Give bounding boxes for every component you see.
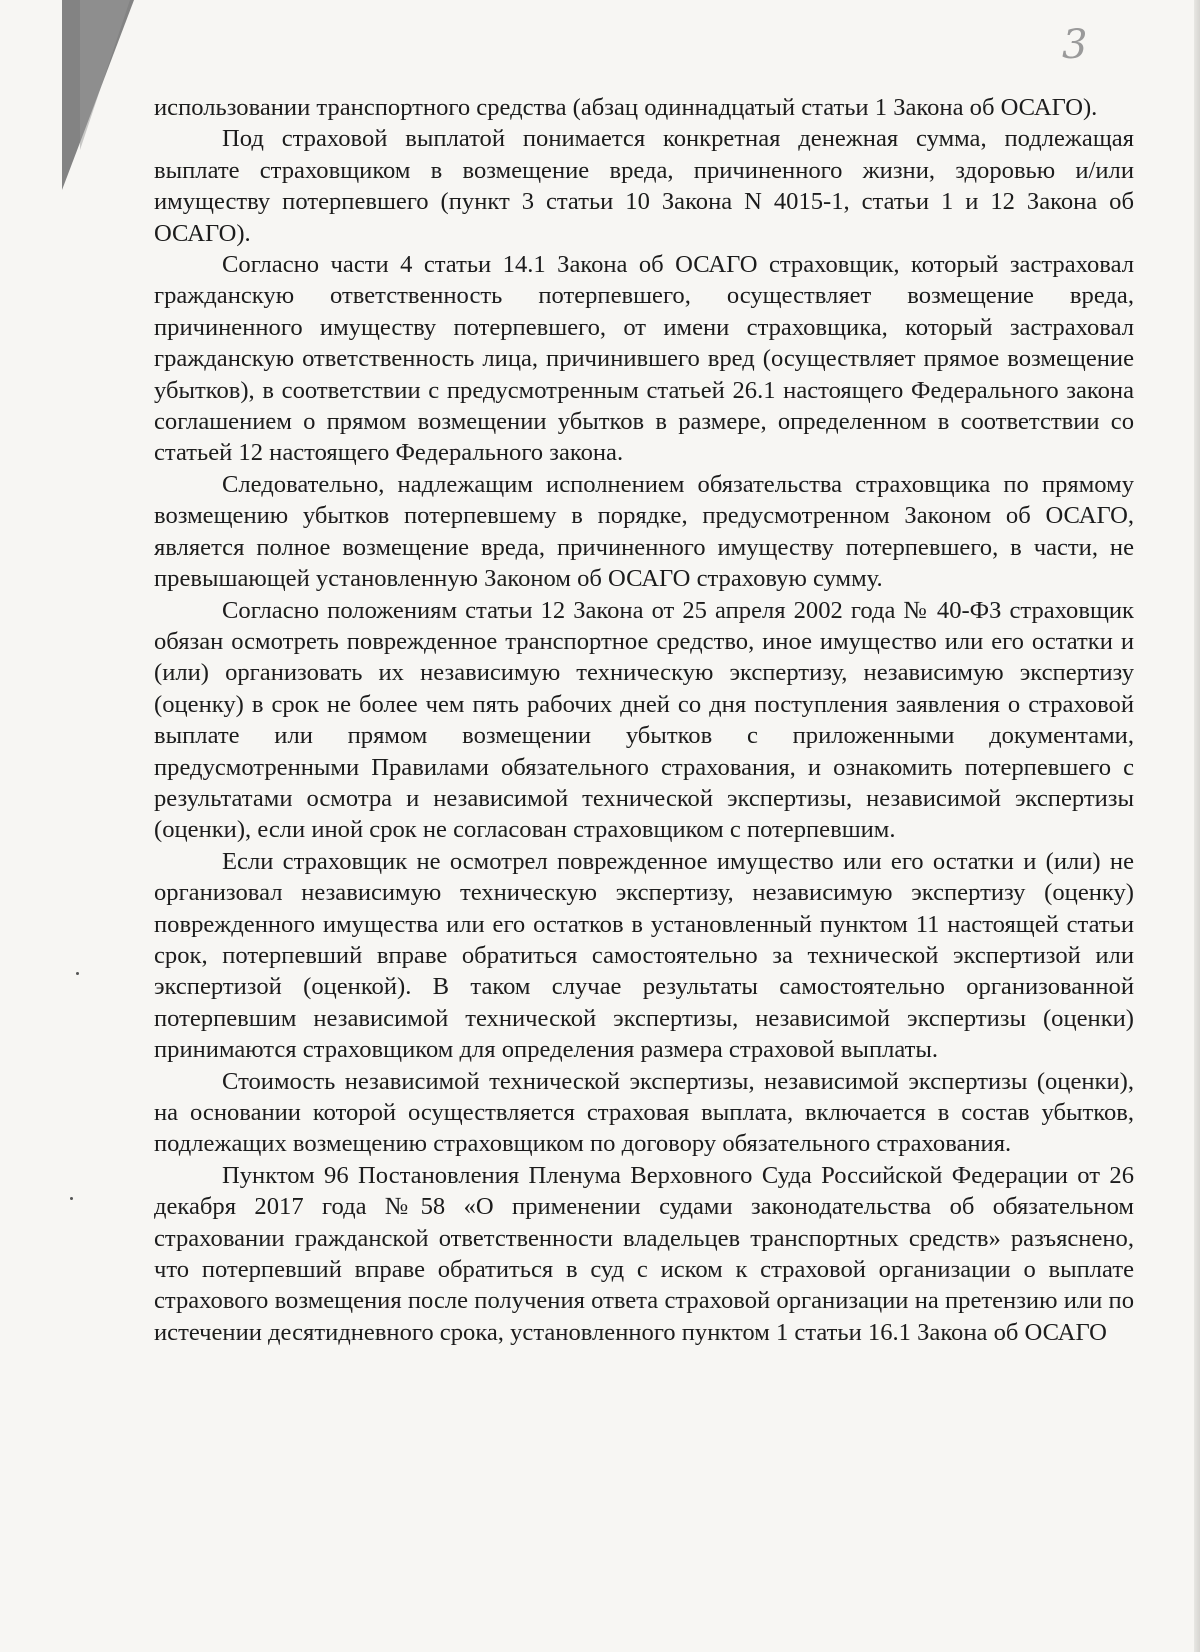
paragraph: Если страховщик не осмотрел поврежденное имущество или его остатки и (или) не организовал независимую техническую экспертизу, независимую экспертизу (оценку) поврежденного имущества или его остатков в установленный пунктом 11 настоящей статьи срок, потерпевший вправе обратиться самостоятельно за технической экспертизой или экспертизой (оценкой). В таком случае результаты самостоятельно организованной потерпевшим независимой технической экспертизы, независимой экспертизы (оценки) принимаются страховщиком для определения размера страховой выплаты. xyxy=(154,847,1134,1064)
paragraph: Под страховой выплатой понимается конкретная денежная сумма, подлежащая выплате страховщиком в возмещение вреда, причиненного жизни, здоровью и/или имуществу потерпевшего (пункт 3 статьи 10 Закона N 4015-1, статьи 1 и 12 Закона об ОСАГО). xyxy=(154,125,1134,247)
paragraph: Пунктом 96 Постановления Пленума Верховного Суда Российской Федерации от 26 декабря 2017 года №58 «О применении судами законодательства об обязательном страховании гражданской ответственности владельцев транспортных средств» разъяснено, что потерпевший вправе обратиться в суд с иском к страховой организации о выплате страхового возмещения после получения ответа страховой организации на претензию или по истечении десятидневного срока, установленного пунктом 1 статьи 16.1 Закона об ОСАГО xyxy=(154,1161,1134,1346)
paragraph: Следовательно, надлежащим исполнением обязательства страховщика по прямому возмещению убытков потерпевшему в порядке, предусмотренном Законом об ОСАГО, является полное возмещение вреда, причиненного имуществу потерпевшего, в части, не превышающей установленную Законом об ОСАГО страховую сумму. xyxy=(154,470,1134,593)
scan-corner-shadow-light xyxy=(80,0,130,150)
handwritten-page-number: 3 xyxy=(1062,22,1088,68)
paragraph: Стоимость независимой технической экспертизы, независимой экспертизы (оценки), на основании которой осуществляется страховая выплата, включается в состав убытков, подлежащих возмещению страховщиком по договору обязательного страхования. xyxy=(154,1067,1134,1158)
document-text xyxy=(154,92,1134,1348)
paragraph: Согласно части 4 статьи 14.1 Закона об ОСАГО страховщик, который застраховал гражданскую ответственность потерпевшего, осуществляет возмещение вреда, причиненного имуществу потерпевшего, от имени страховщика, который застраховал гражданскую ответственность лица, причинившего вред (осуществляет прямое возмещение убытков), в соответствии с предусмотренным статьей 26.1 настоящего Федерального закона соглашением о прямом возмещении убытков в размере, определенном в соответствии со статьей 12 настоящего Федерального закона. xyxy=(154,251,1134,467)
paragraph: Согласно положениям статьи 12 Закона от 25 апреля 2002 года № 40-ФЗ страховщик обязан осмотреть поврежденное транспортное средство, иное имущество или его остатки и (или) организовать их независимую техническую экспертизу, независимую экспертизу (оценку) в срок не более чем пять рабочих дней со дня поступления заявления о страховой выплате или прямом возмещении убытков с приложенными документами, предусмотренными Правилами обязательного страхования, и ознакомить потерпевшего с результатами осмотра и независимой технической экспертизы, независимой экспертизы (оценки), если иной срок не согласован страховщиком с потерпевшим. xyxy=(154,596,1134,844)
scan-speck xyxy=(76,972,79,975)
scan-speck xyxy=(70,1197,73,1200)
scan-right-edge xyxy=(1194,0,1200,1652)
paragraph: использовании транспортного средства (абзац одиннадцатый статьи 1 Закона об ОСАГО). xyxy=(154,94,1098,121)
